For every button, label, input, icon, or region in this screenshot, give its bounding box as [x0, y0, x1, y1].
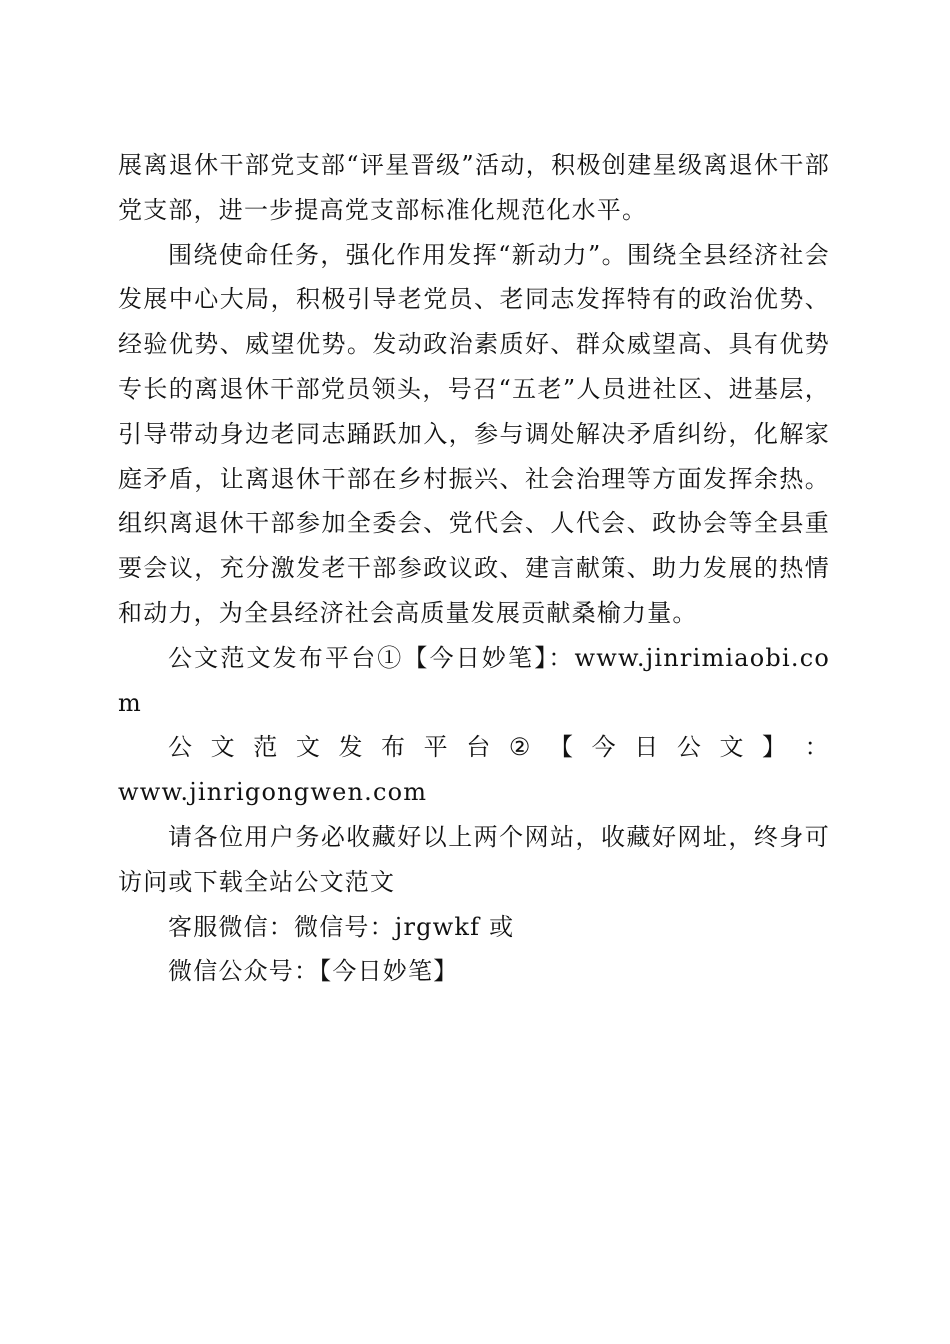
platform-line-2 — [118, 725, 830, 770]
platform-2-char: 日 — [634, 733, 660, 762]
platform-2-char: 台 — [466, 733, 492, 762]
platform-2-char: 今 — [591, 733, 617, 762]
platform-2-char: 平 — [423, 733, 449, 762]
platform-2-char: 文 — [210, 733, 236, 762]
platform-2-char: 发 — [338, 733, 364, 762]
platform-2-char: 文 — [719, 733, 745, 762]
official-account-line: 微信公众号：【今日妙笔】 — [168, 957, 459, 986]
platform-2-char: ： — [804, 733, 830, 762]
customer-service-line: 客服微信：微信号：jrgwkf 或 — [168, 912, 515, 941]
paragraph-continued: 展离退休干部党支部“评星晋级”活动，积极创建星级离退休干部党支部，进一步提高党支部标准化规范化水平。 — [118, 151, 830, 224]
notice-paragraph: 请各位用户务必收藏好以上两个网站，收藏好网址，终身可访问或下载全站公文范文 — [118, 822, 830, 896]
platform-2-char: 文 — [295, 733, 322, 762]
platform-2-char: 】 — [762, 733, 788, 762]
platform-2-char: 【 — [549, 733, 575, 762]
platform-2-char: ② — [508, 733, 532, 762]
platform-2-char: 公 — [168, 733, 194, 762]
document-body — [118, 143, 830, 994]
paragraph-role-play: 围绕使命任务，强化作用发挥“新动力”。围绕全县经济社会发展中心大局，积极引导老党员、老同志发挥特有的政治优势、经验优势、威望优势。发动政治素质好、群众威望高、具有优势专长的离退休干部党员领头，号召“五老”人员进社区、进基层，引导带动身边老同志踊跃加入，参与调处解决矛盾纠纷，化解家庭矛盾，让离退休干部在乡村振兴、社会治理等方面发挥余热。组织离退休干部参加全委会、党代会、人代会、政协会等全县重要会议，充分激发老干部参政议政、建言献策、助力发展的热情和动力，为全县经济社会高质量发展贡献桑榆力量。 — [118, 240, 830, 627]
platform-2-char: 范 — [253, 733, 279, 762]
platform-2-char: 布 — [381, 733, 407, 762]
platform-2-char: 公 — [676, 733, 703, 762]
platform-line-1: 公文范文发布平台①【今日妙笔】：www.jinrimiaobi.com — [118, 643, 830, 717]
platform-2-url: www.jinrigongwen.com — [118, 778, 428, 807]
